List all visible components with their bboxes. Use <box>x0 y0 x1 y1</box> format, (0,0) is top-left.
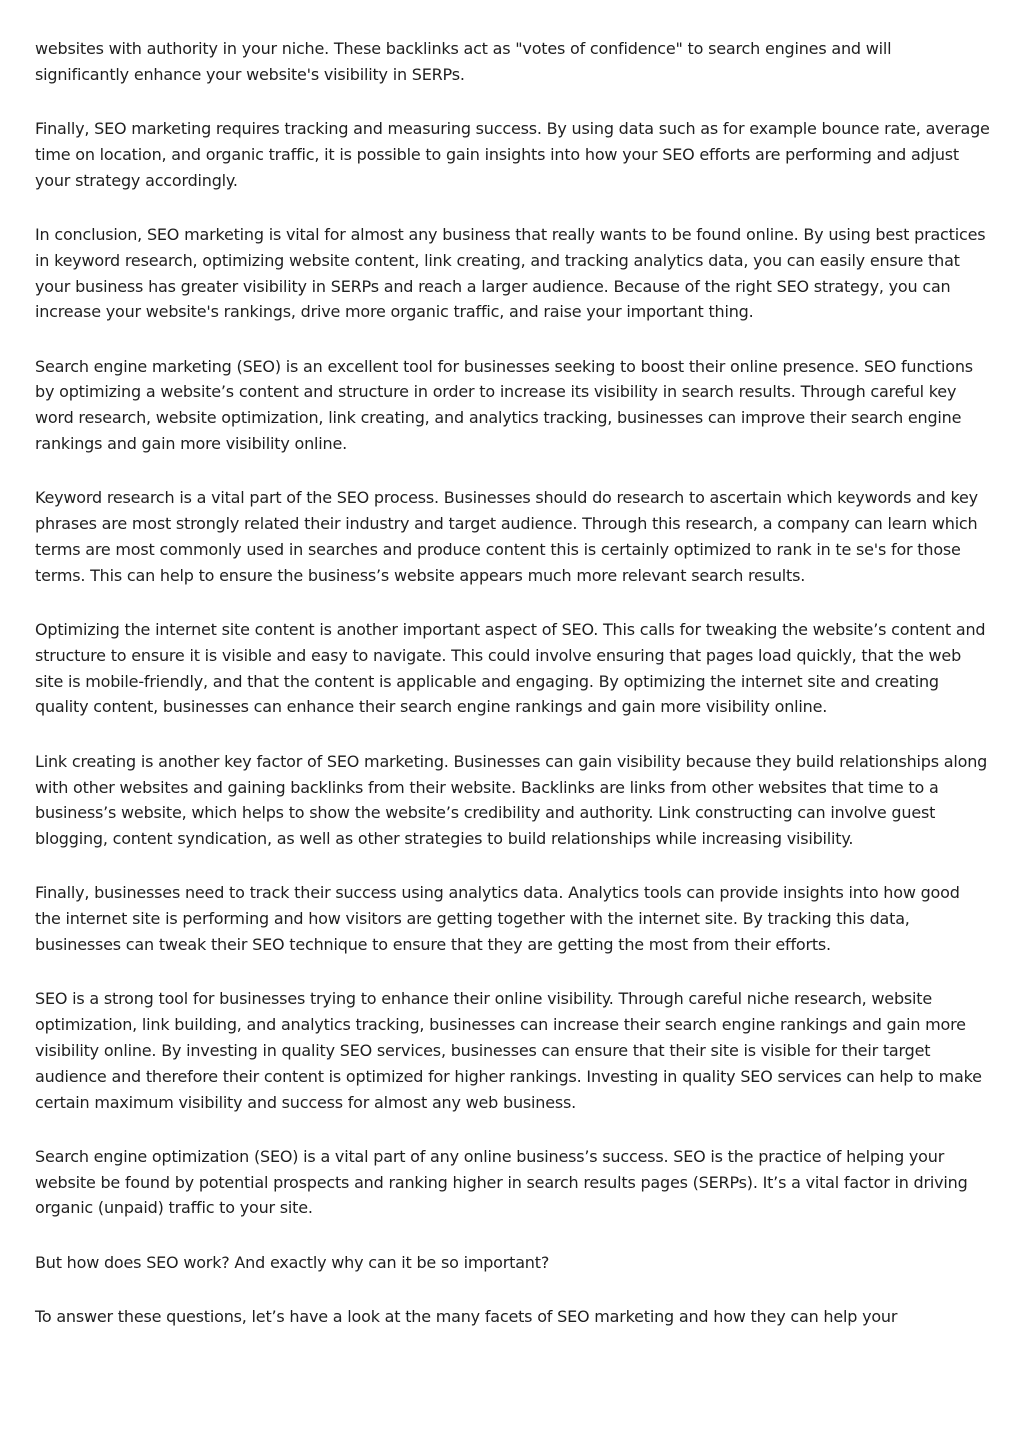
paragraph: In conclusion, SEO marketing is vital for almost any business that really wants to be found online. By using best practices in keyword research, optimizing website content, link creating, and tracking analytics data, you can easily ensure that your business has greater visibility in SERPs and reach a larger audience. Because of the right SEO strategy, you can increase your website's rankings, drive more organic traffic, and raise your important thing. <box>35 224 986 322</box>
paragraph: SEO is a strong tool for businesses trying to enhance their online visibility. Through careful niche research, website optimization, link building, and analytics tracking, businesses can increase their search engine rankings and gain more visibility online. By investing in quality SEO services, businesses can ensure that their site is visible for their target audience and therefore their content is optimized for higher rankings. Investing in quality SEO services can help to make certain maximum visibility and success for almost any web business. <box>35 989 982 1112</box>
paragraph: To answer these questions, let’s have a look at the many facets of SEO marketing and how they can help your <box>35 1306 898 1326</box>
paragraph: Search engine optimization (SEO) is a vital part of any online business’s success. SEO is the practice of helping your website be found by potential prospects and ranking higher in search results pages (SERPs). It’s a vital factor in driving organic (unpaid) traffic to your site. <box>35 1146 968 1218</box>
paragraph: Finally, businesses need to track their success using analytics data. Analytics tools can provide insights into how good the internet site is performing and how visitors are getting together with the internet site. By tracking this data, businesses can tweak their SEO technique to ensure that they are getting the most from their efforts. <box>35 883 960 955</box>
paragraph: Search engine marketing (SEO) is an excellent tool for businesses seeking to boost their online presence. SEO functions by optimizing a website’s content and structure in order to increase its visibility in search results. Through careful key word research, website optimization, link creating, and analytics tracking, businesses can improve their search engine rankings and gain more visibility online. <box>35 356 973 454</box>
paragraph: But how does SEO work? And exactly why can it be so important? <box>35 1252 550 1272</box>
document-body <box>35 36 990 1358</box>
paragraph: Keyword research is a vital part of the SEO process. Businesses should do research to ascertain which keywords and key phrases are most strongly related their industry and target audience. Through this research, a company can learn which terms are most commonly used in searches and produce content this is certainly optimized to rank in te se's for those terms. This can help to ensure the business’s website appears much more relevant search results. <box>35 488 978 585</box>
paragraph: Optimizing the internet site content is another important aspect of SEO. This calls for tweaking the website’s content and structure to ensure it is visible and easy to navigate. This could involve ensuring that pages load quickly, that the web site is mobile-friendly, and that the content is applicable and engaging. By optimizing the internet site and creating quality content, businesses can enhance their search engine rankings and gain more visibility online. <box>35 620 986 717</box>
paragraph: websites with authority in your niche. These backlinks act as "votes of confidence" to search engines and will significantly enhance your website's visibility in SERPs. <box>35 39 892 84</box>
paragraph: Link creating is another key factor of SEO marketing. Businesses can gain visibility because they build relationships along with other websites and gaining backlinks from their website. Backlinks are links from other websites that time to a business’s website, which helps to show the website’s credibility and authority. Link constructing can involve guest blogging, content syndication, as well as other strategies to build relationships while increasing visibility. <box>35 751 988 849</box>
paragraph: Finally, SEO marketing requires tracking and measuring success. By using data such as for example bounce rate, average time on location, and organic traffic, it is possible to gain insights into how your SEO efforts are performing and adjust your strategy accordingly. <box>35 119 990 190</box>
